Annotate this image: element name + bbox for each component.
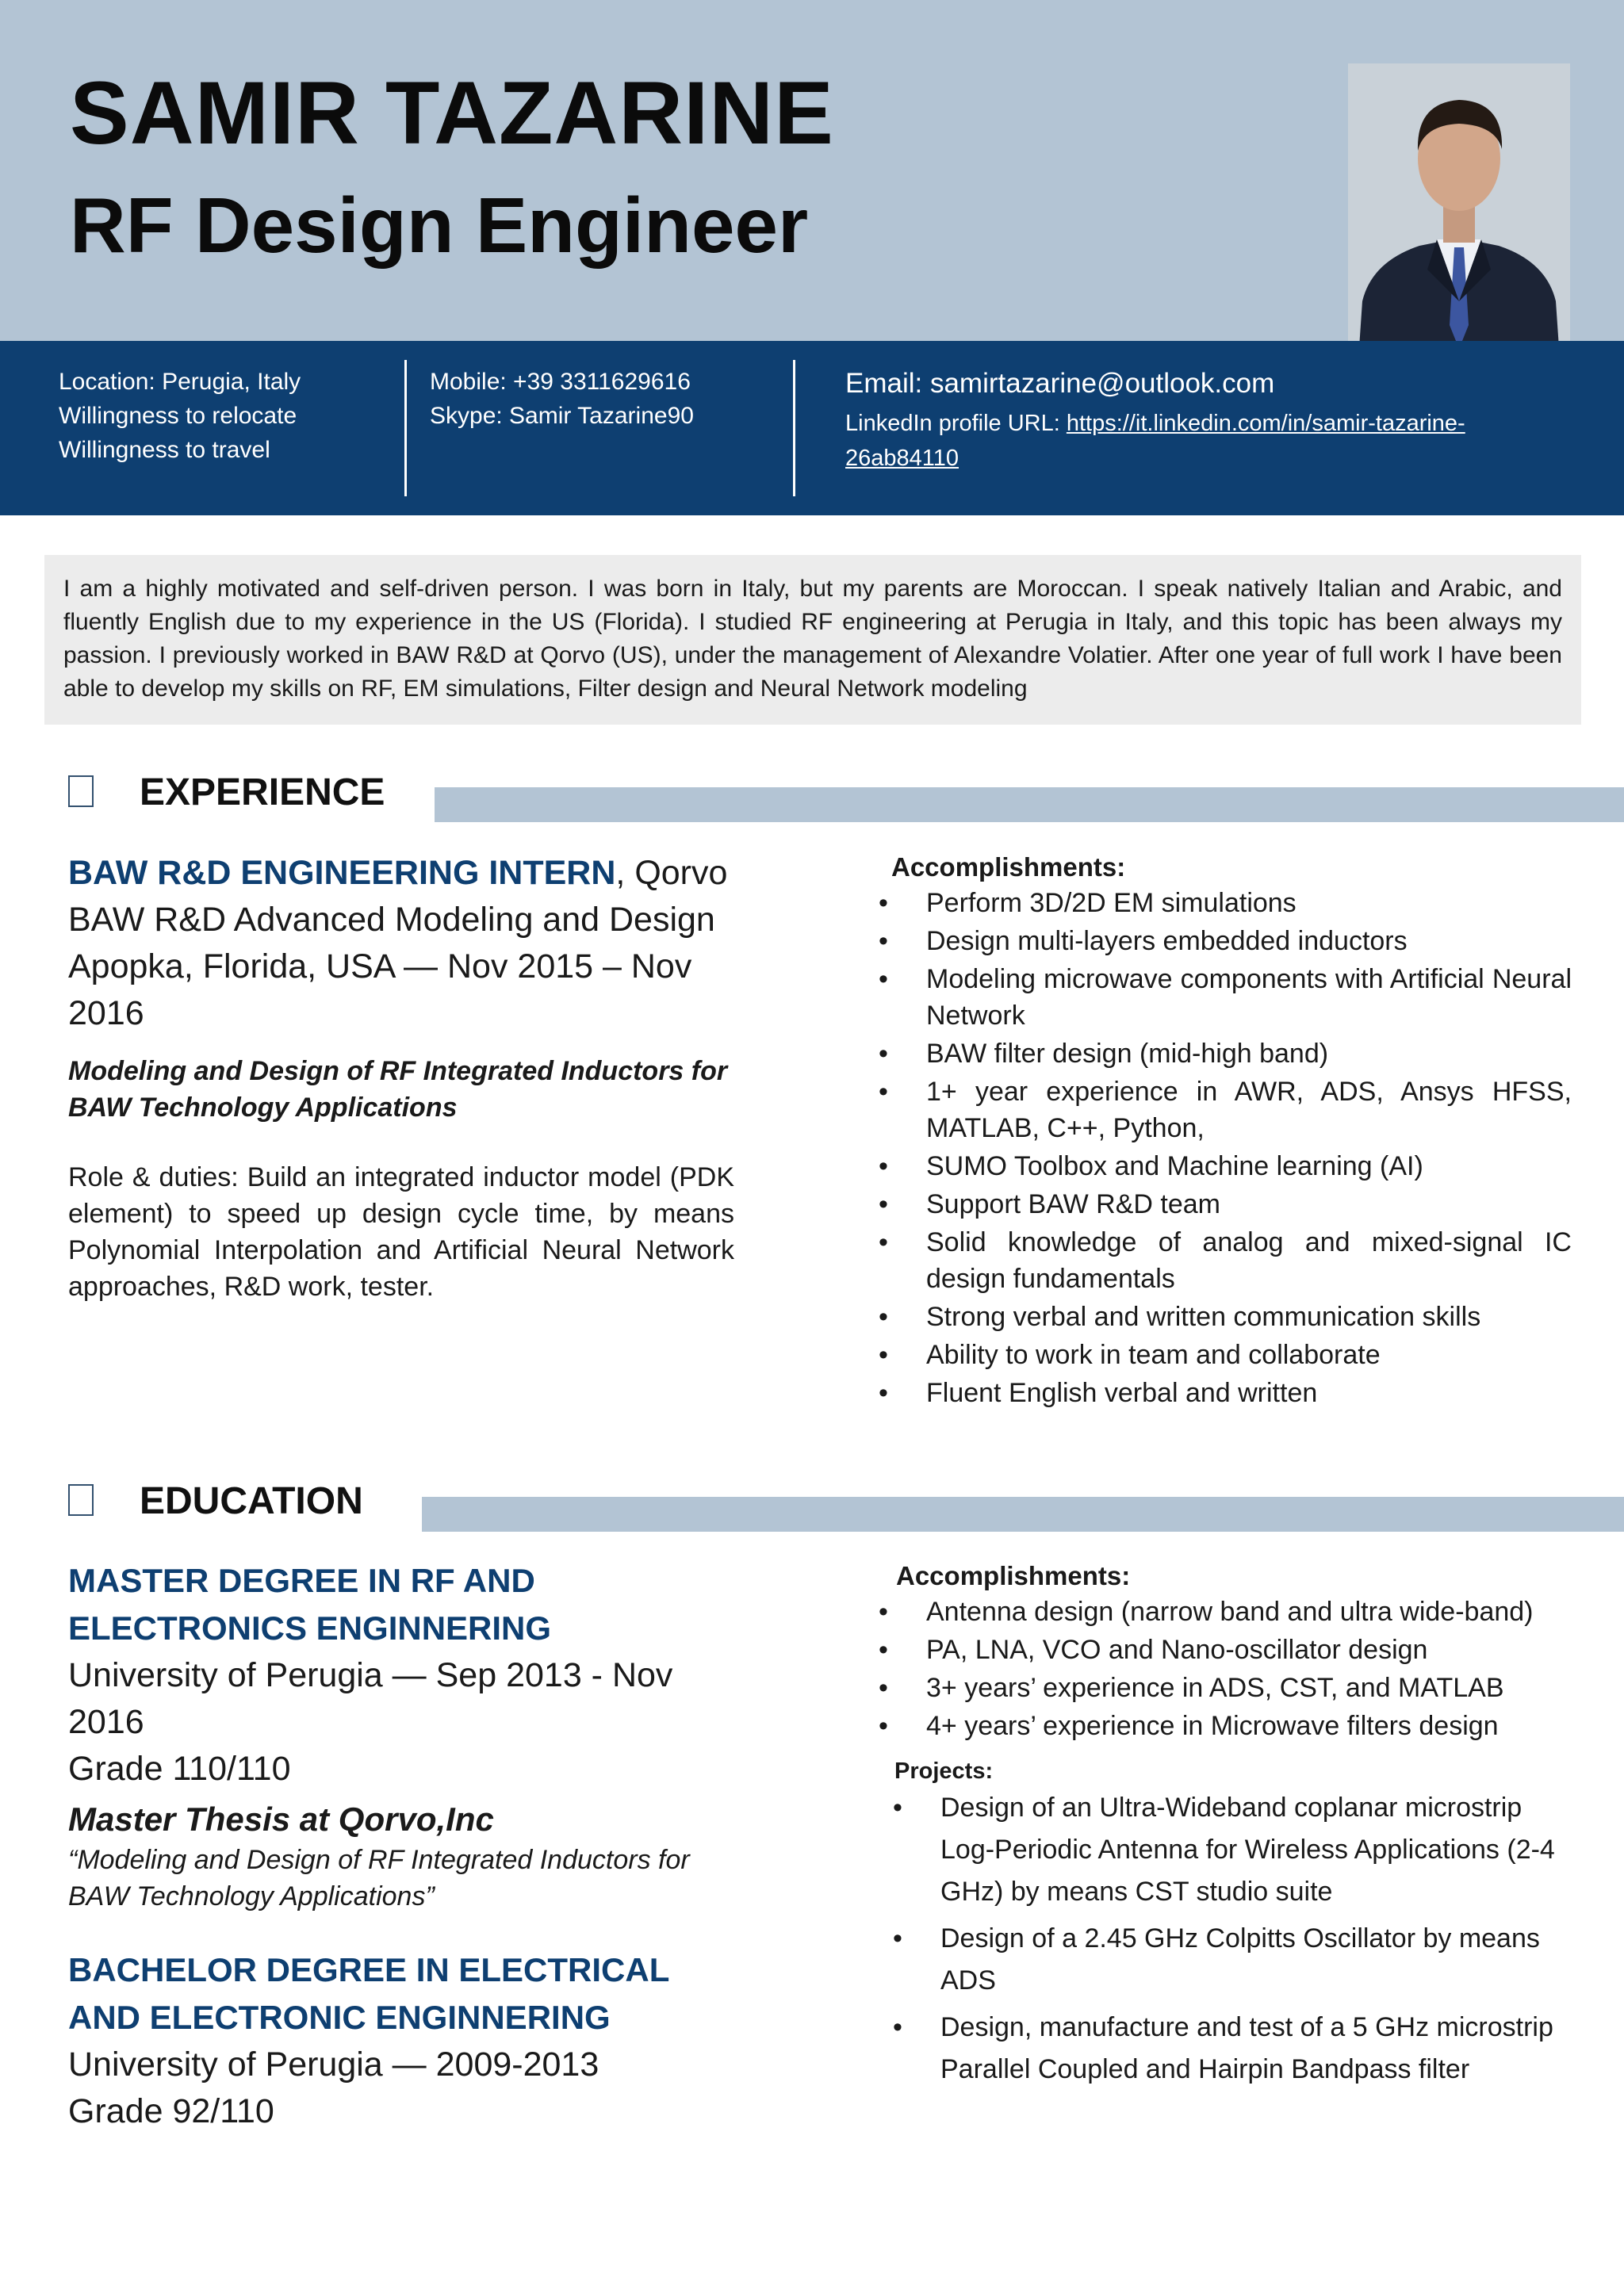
list-item: • BAW filter design (mid-high band) <box>872 1035 1572 1072</box>
accomplishments-heading: Accomplishments: <box>891 852 1126 882</box>
education-details <box>68 1557 734 2135</box>
checkbox-icon <box>68 1484 94 1516</box>
projects-list <box>872 1787 1572 2091</box>
projects-heading: Projects: <box>894 1758 994 1784</box>
list-item: • Support BAW R&D team <box>872 1186 1572 1223</box>
list-item: • Design, manufacture and test of a 5 GHz microstrip Parallel Coupled and Hairpin Bandpass filter <box>872 2007 1572 2091</box>
list-item: • 4+ years’ experience in Microwave filters design <box>872 1708 1572 1744</box>
thesis-subtitle: “Modeling and Design of RF Integrated Inductors for BAW Technology Applications” <box>68 1845 690 1911</box>
bachelor-grade: Grade 92/110 <box>68 2092 274 2130</box>
master-degree-title: MASTER DEGREE IN RF AND ELECTRONICS ENGINNERING <box>68 1562 552 1647</box>
experience-accomplishments <box>872 850 1572 1413</box>
checkbox-icon <box>68 775 94 807</box>
linkedin-link[interactable]: https://it.linkedin.com/in/samir-tazarine-26ab84110 <box>845 411 1465 471</box>
experience-role: BAW R&D ENGINEERING INTERN <box>68 854 616 892</box>
list-item: • Design of an Ultra-Wideband coplanar microstrip Log-Periodic Antenna for Wireless Applications (2-4 GHz) by means CST studio suite <box>872 1787 1572 1913</box>
profile-summary: I am a highly motivated and self-driven person. I was born in Italy, but my parents are Moroccan. I speak natively Italian and Arabic, and fluently English due to my experience in the US (Florida). I studied RF engineering at Perugia in Italy, and this topic has been always my passion. I previously worked in BAW R&D at Qorvo (US), under the management of Alexandre Volatier. After one year of full work I have been able to develop my skills on RF, EM simulations, Filter design and Neural Network modeling <box>44 555 1581 725</box>
list-item: • Perform 3D/2D EM simulations <box>872 885 1572 921</box>
mobile-text: Mobile: +39 3311629616 <box>430 369 691 395</box>
education-accomplishments <box>872 1559 1572 2095</box>
candidate-name: SAMIR TAZARINE <box>70 63 834 163</box>
location-text: Location: Perugia, Italy <box>59 369 301 395</box>
experience-department: BAW R&D Advanced Modeling and Design <box>68 901 715 939</box>
experience-location-dates: Apopka, Florida, USA — Nov 2015 – Nov 2016 <box>68 947 692 1032</box>
thesis-title: Master Thesis at Qorvo,Inc <box>68 1800 494 1838</box>
contact-phone-block <box>430 365 779 433</box>
list-item: • Modeling microwave components with Artificial Neural Network <box>872 961 1572 1034</box>
list-item: • Ability to work in team and collaborate <box>872 1337 1572 1373</box>
accomplishments-list <box>872 1594 1572 1744</box>
linkedin-line <box>845 406 1559 476</box>
contact-divider <box>793 360 795 496</box>
contact-band <box>0 341 1624 515</box>
list-item: • Design multi-layers embedded inductors <box>872 923 1572 959</box>
list-item: • 1+ year experience in AWR, ADS, Ansys HFSS, MATLAB, C++, Python, <box>872 1073 1572 1146</box>
bachelor-degree-title: BACHELOR DEGREE IN ELECTRICAL AND ELECTRONIC ENGINNERING <box>68 1951 669 2036</box>
contact-divider <box>404 360 407 496</box>
list-item: • Strong verbal and written communication skills <box>872 1299 1572 1335</box>
travel-text: Willingness to travel <box>59 437 270 463</box>
accomplishments-heading: Accomplishments: <box>896 1561 1131 1590</box>
contact-location-block <box>59 365 392 467</box>
linkedin-label: LinkedIn profile URL: <box>845 411 1067 436</box>
skype-text: Skype: Samir Tazarine90 <box>430 403 694 429</box>
master-school: University of Perugia — Sep 2013 - Nov 2016 <box>68 1656 673 1741</box>
contact-online-block <box>845 365 1559 476</box>
bachelor-school: University of Perugia — 2009-2013 <box>68 2045 599 2084</box>
job-title: RF Design Engineer <box>70 182 809 269</box>
experience-details <box>68 850 734 1305</box>
experience-company: , Qorvo <box>615 854 728 892</box>
list-item: • Fluent English verbal and written <box>872 1375 1572 1411</box>
accomplishments-list <box>872 885 1572 1411</box>
experience-role-line <box>68 850 734 897</box>
section-bar <box>422 1497 1624 1532</box>
section-title: EXPERIENCE <box>140 771 385 813</box>
master-grade: Grade 110/110 <box>68 1750 291 1788</box>
relocate-text: Willingness to relocate <box>59 403 297 429</box>
list-item: • PA, LNA, VCO and Nano-oscillator design <box>872 1632 1572 1668</box>
list-item: • 3+ years’ experience in ADS, CST, and MATLAB <box>872 1670 1572 1706</box>
section-bar <box>435 787 1624 822</box>
list-item: • SUMO Toolbox and Machine learning (AI) <box>872 1148 1572 1184</box>
list-item: • Design of a 2.45 GHz Colpitts Oscillator by means ADS <box>872 1918 1572 2002</box>
email-text: Email: samirtazarine@outlook.com <box>845 368 1275 399</box>
experience-duties: Role & duties: Build an integrated inductor model (PDK element) to speed up design cycle time, by means Polynomial Interpolation and Artificial Neural Network approaches, R&D work, tester. <box>68 1162 734 1302</box>
list-item: • Antenna design (narrow band and ultra wide-band) <box>872 1594 1572 1630</box>
list-item: • Solid knowledge of analog and mixed-signal IC design fundamentals <box>872 1224 1572 1297</box>
experience-project-title: Modeling and Design of RF Integrated Inductors for BAW Technology Applications <box>68 1056 728 1123</box>
section-title: EDUCATION <box>140 1480 363 1522</box>
